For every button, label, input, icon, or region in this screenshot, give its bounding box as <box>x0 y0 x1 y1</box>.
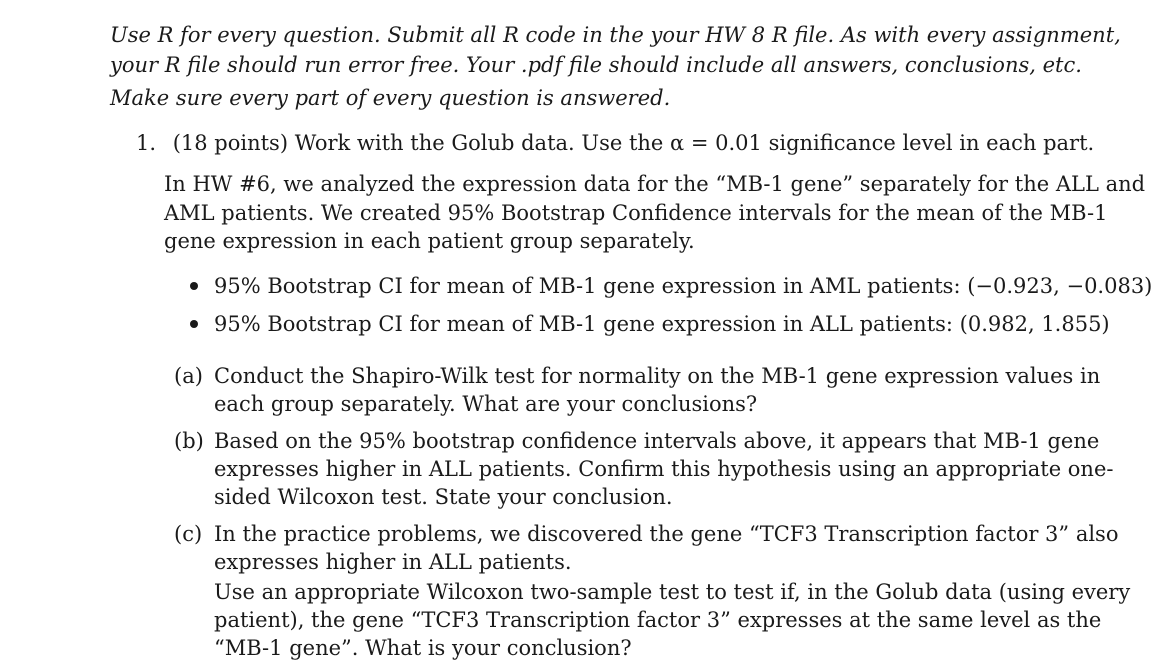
ci-bullet-text: 95% Bootstrap CI for mean of MB-1 gene expression in AML patients: (−0.923, −0.083) <box>214 274 1153 298</box>
question-number: 1. <box>136 131 157 155</box>
instructions-line: Use R for every question. Submit all R code in the your HW 8 R file. As with every assignment, <box>110 23 1121 47</box>
question-body-line: In HW #6, we analyzed the expression data for the “MB-1 gene” separately for the ALL and <box>164 172 1146 196</box>
part-line: expresses higher in ALL patients. Confirm this hypothesis using an appropriate one- <box>214 457 1114 481</box>
part-line: each group separately. What are your conclusions? <box>214 392 758 416</box>
part-b <box>174 427 1114 511</box>
question-header-text: (18 points) Work with the Golub data. Use the α = 0.01 significance level in each part. <box>172 131 1095 155</box>
ci-bullet-text: 95% Bootstrap CI for mean of MB-1 gene expression in ALL patients: (0.982, 1.855) <box>214 312 1110 336</box>
ci-bullet-list <box>190 270 1153 346</box>
part-tag: (b) <box>174 429 204 453</box>
instructions-paragraph <box>110 20 1121 113</box>
question-body <box>164 170 1146 256</box>
part-line: Based on the 95% bootstrap confidence intervals above, it appears that MB-1 gene <box>214 429 1100 453</box>
part-a <box>174 362 1101 418</box>
instructions-line: your R file should run error free. Your .pdf file should include all answers, conclusions, etc. <box>110 53 1082 77</box>
part-line: patient), the gene “TCF3 Transcription factor 3” expresses at the same level as the <box>214 608 1102 632</box>
question-header <box>136 131 1095 155</box>
part-line: Use an appropriate Wilcoxon two-sample test to test if, in the Golub data (using every <box>214 580 1131 604</box>
question-body-line: AML patients. We created 95% Bootstrap Confidence intervals for the mean of the MB-1 <box>164 200 1108 225</box>
part-line: sided Wilcoxon test. State your conclusion. <box>214 485 673 509</box>
instructions-line: Make sure every part of every question is answered. <box>110 86 671 110</box>
question-body-line: gene expression in each patient group separately. <box>164 229 695 253</box>
part-tag: (c) <box>174 522 203 546</box>
part-c <box>174 520 1131 662</box>
part-tag: (a) <box>174 364 203 388</box>
part-line: In the practice problems, we discovered the gene “TCF3 Transcription factor 3” also <box>214 522 1119 546</box>
ci-bullet-all <box>190 308 1110 346</box>
part-line: expresses higher in ALL patients. <box>214 550 572 574</box>
bullet-dot-icon <box>190 320 198 328</box>
question-parts <box>174 362 1131 662</box>
ci-bullet-aml <box>190 270 1153 308</box>
bullet-dot-icon <box>190 282 198 290</box>
part-line: Conduct the Shapiro-Wilk test for normality on the MB-1 gene expression values in <box>214 364 1101 388</box>
part-line: “MB-1 gene”. What is your conclusion? <box>214 636 632 660</box>
